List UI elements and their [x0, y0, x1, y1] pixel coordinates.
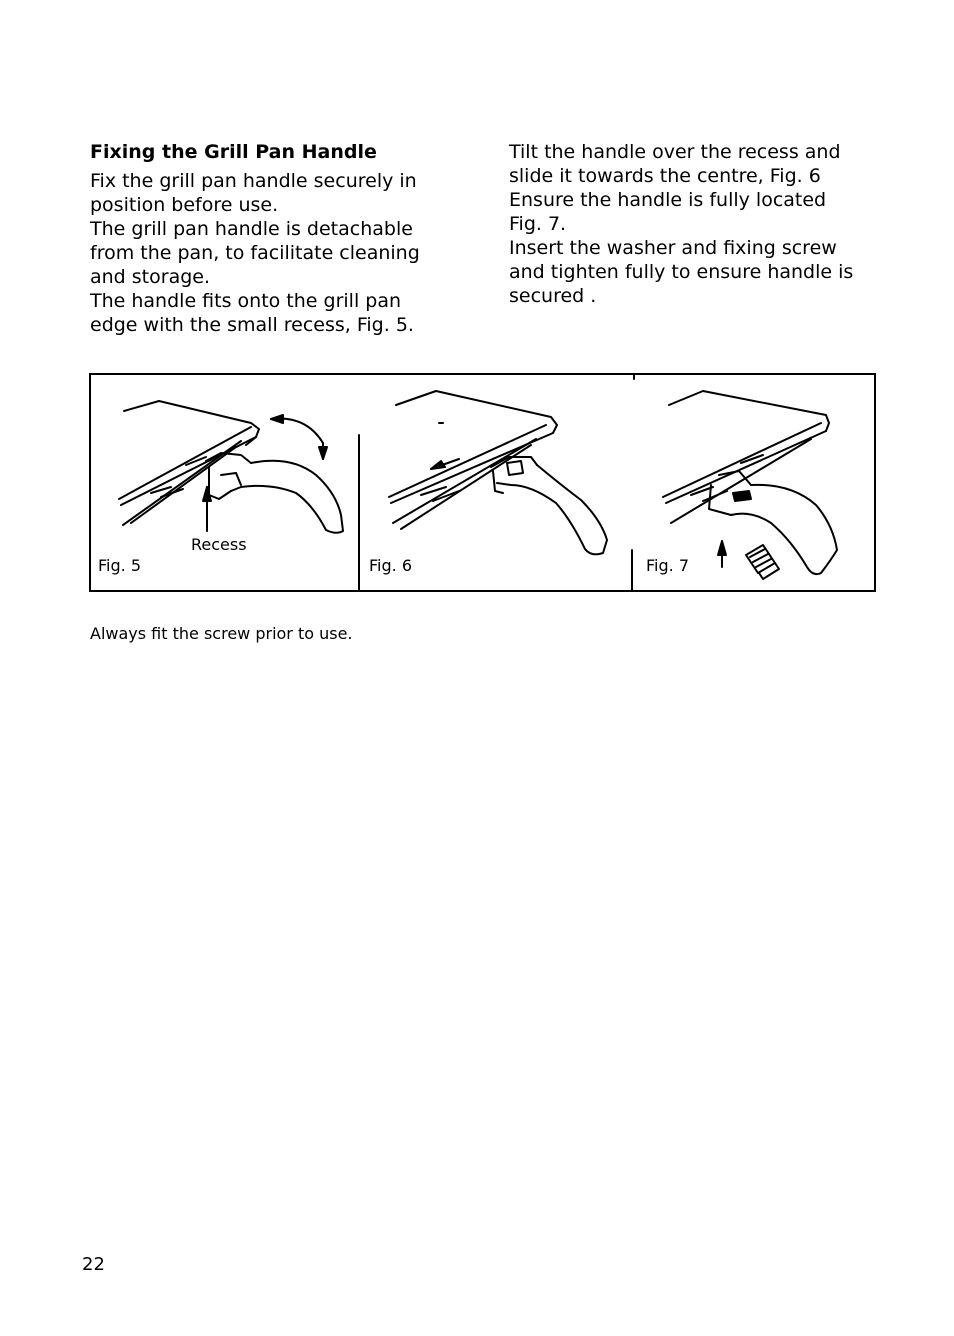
- left-column: [90, 140, 420, 337]
- fig7-drawing: [663, 391, 837, 579]
- fig6-drawing: [389, 391, 607, 554]
- handle-illustrations: [91, 375, 874, 590]
- recess-label: Recess: [191, 535, 247, 554]
- section-heading: Fixing the Grill Pan Handle: [90, 141, 377, 163]
- fixing-screw-icon: [746, 545, 779, 579]
- fig7-label: Fig. 7: [646, 556, 689, 575]
- paragraph: The handle fits onto the grill pan edge with the small recess, Fig. 5.: [90, 290, 414, 336]
- paragraph: Ensure the handle is fully located Fig. 7.: [509, 189, 827, 235]
- fig6-label: Fig. 6: [369, 556, 412, 575]
- figure-panel: [89, 373, 876, 592]
- fig5-label: Fig. 5: [98, 556, 141, 575]
- page-number: 22: [82, 1254, 105, 1275]
- paragraph: Fix the grill pan handle securely in position before use.: [90, 170, 417, 216]
- paragraph: Tilt the handle over the recess and slide it towards the centre, Fig. 6: [509, 141, 841, 187]
- fig5-drawing: [119, 401, 343, 533]
- usage-note: Always fit the screw prior to use.: [90, 624, 353, 643]
- paragraph: Insert the washer and fixing screw and tighten fully to ensure handle is secured .: [509, 237, 854, 307]
- paragraph: The grill pan handle is detachable from the pan, to facilitate cleaning and storage.: [90, 218, 420, 288]
- right-column: [509, 140, 854, 308]
